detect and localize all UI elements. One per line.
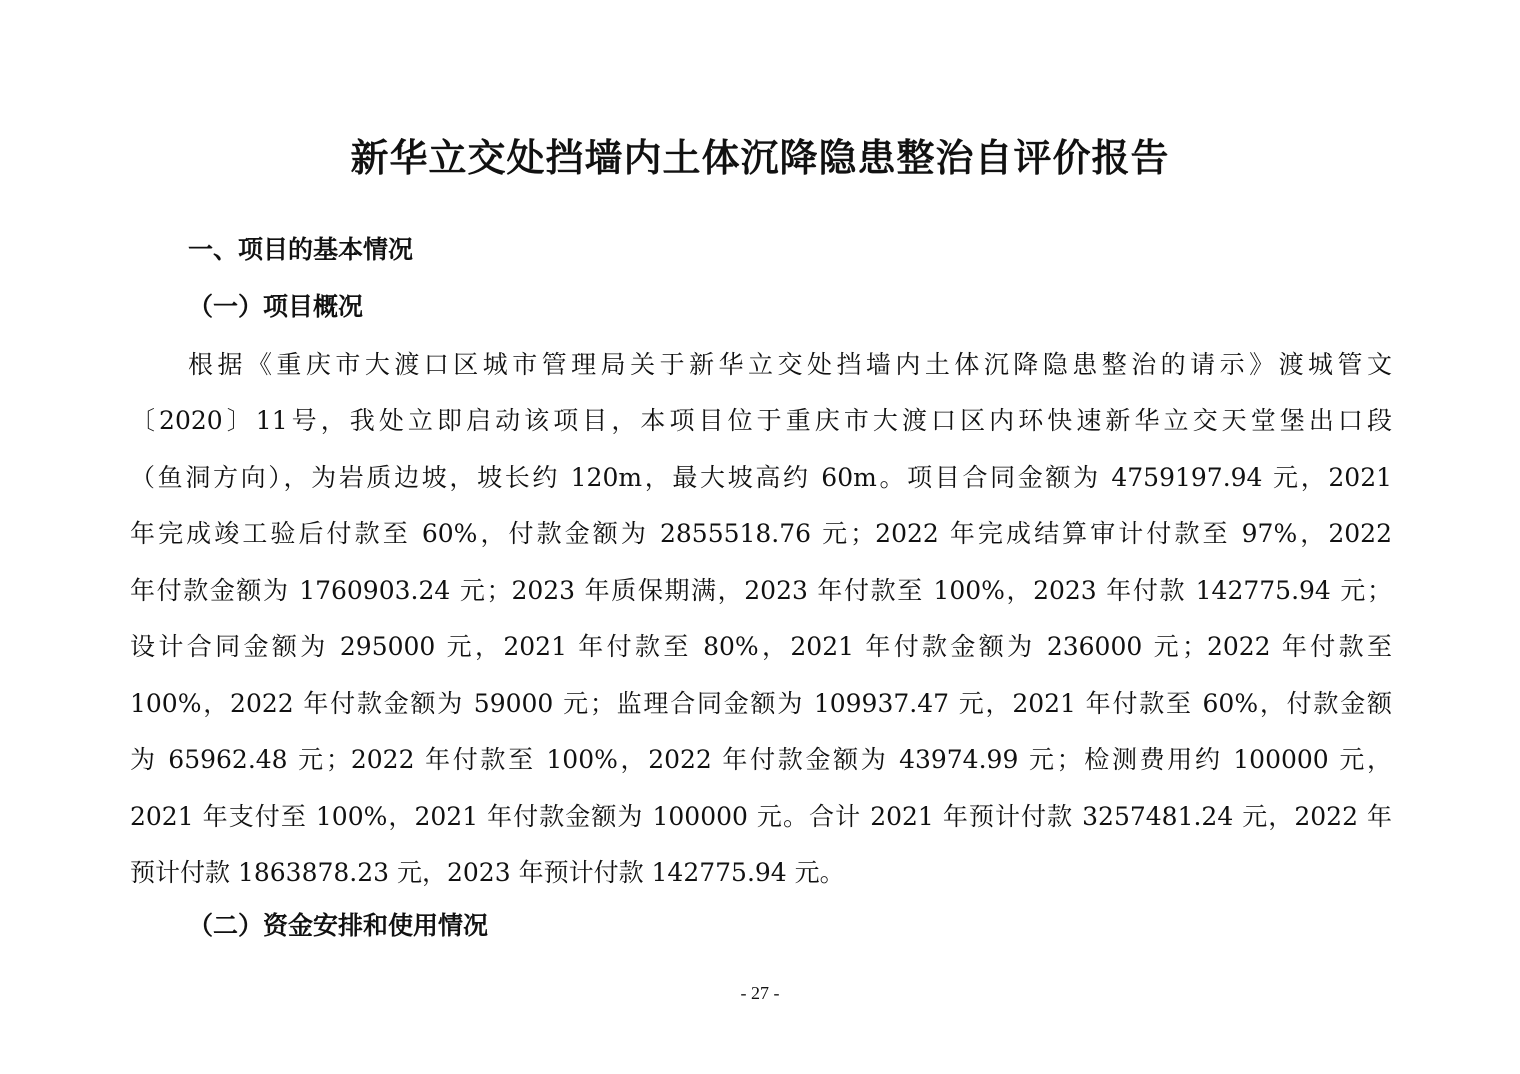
- paragraph-line: 设计合同金额为 295000 元，2021 年付款至 80%，2021 年付款金额为 236000 元；2022 年付款至: [130, 632, 1392, 661]
- subsection-heading-funding: （二）资金安排和使用情况: [188, 911, 489, 940]
- section-heading-basic-info: 一、项目的基本情况: [188, 235, 414, 264]
- paragraph-line: 预计付款 1863878.23 元，2023 年预计付款 142775.94 元。: [130, 858, 845, 887]
- paragraph-line: 2021 年支付至 100%，2021 年付款金额为 100000 元。合计 2021 年预计付款 3257481.24 元，2022 年: [130, 802, 1392, 831]
- paragraph-line: （鱼洞方向），为岩质边坡，坡长约 120m，最大坡高约 60m。项目合同金额为 4759197.94 元，2021: [130, 463, 1392, 492]
- page-number: - 27 -: [740, 983, 780, 1003]
- subsection-heading-overview: （一）项目概况: [188, 292, 364, 321]
- paragraph-line: 100%，2022 年付款金额为 59000 元；监理合同金额为 109937.47 元，2021 年付款至 60%，付款金额: [130, 689, 1392, 718]
- paragraph-line: 根据《重庆市大渡口区城市管理局关于新华立交处挡墙内土体沉降隐患整治的请示》渡城管文: [188, 350, 1392, 379]
- paragraph-line: 为 65962.48 元；2022 年付款至 100%，2022 年付款金额为 43974.99 元；检测费用约 100000 元，: [130, 745, 1392, 774]
- document-title: 新华立交处挡墙内土体沉降隐患整治自评价报告: [350, 135, 1170, 180]
- paragraph-line: 〔2020〕11号，我处立即启动该项目，本项目位于重庆市大渡口区内环快速新华立交天堂堡出口段: [130, 406, 1392, 435]
- paragraph-line: 年付款金额为 1760903.24 元；2023 年质保期满，2023 年付款至 100%，2023 年付款 142775.94 元；: [130, 576, 1392, 605]
- paragraph-line: 年完成竣工验后付款至 60%，付款金额为 2855518.76 元；2022 年完成结算审计付款至 97%，2022: [130, 519, 1392, 548]
